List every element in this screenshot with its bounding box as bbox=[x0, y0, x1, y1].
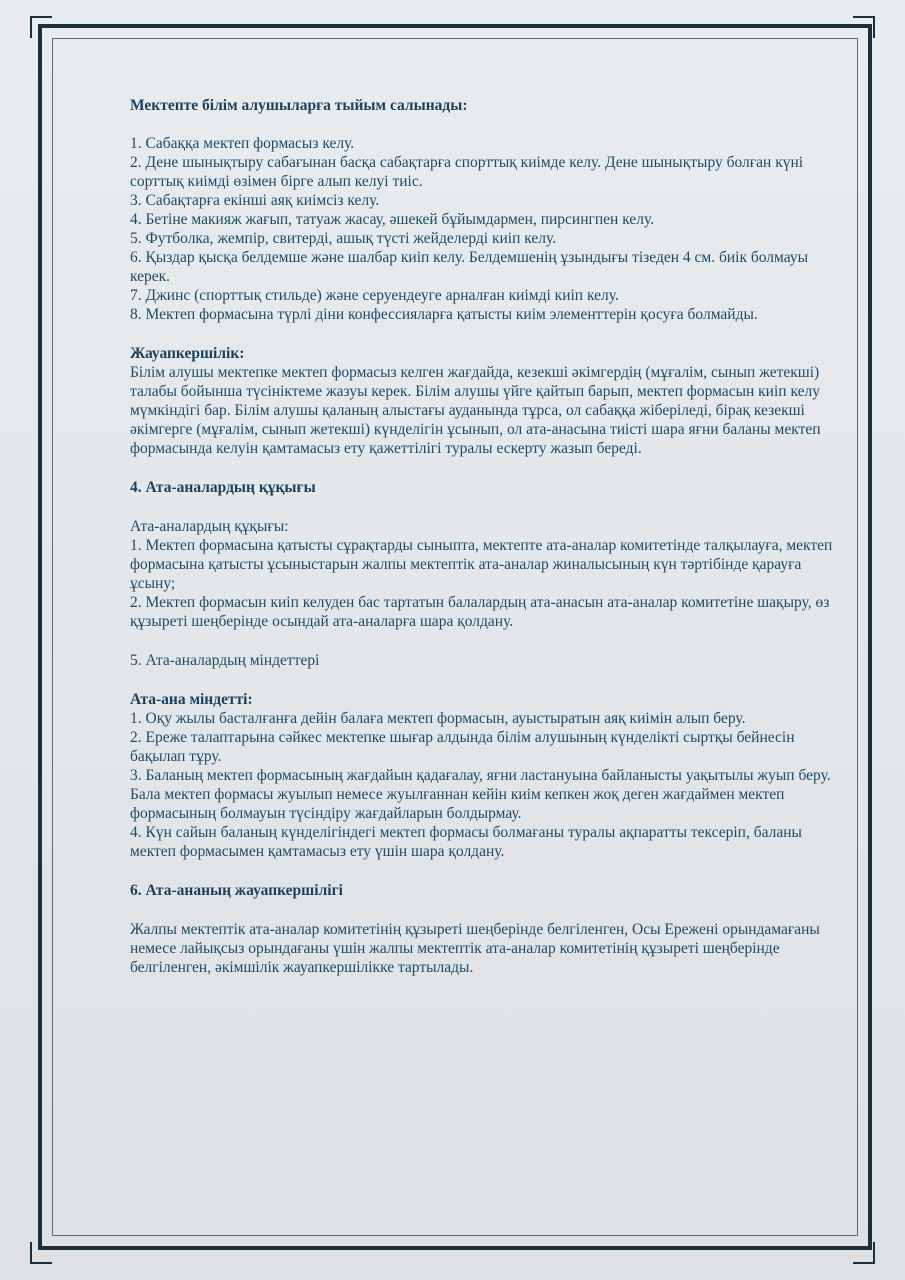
section5-item: 4. Күн сайын баланың күнделігіндегі мектеп формасы болмағаны туралы ақпаратты тексеріп, баланы мектеп формасымен қамтамасыз ету үшін шара қолдану. bbox=[130, 824, 802, 860]
section5-item: 3. Баланың мектеп формасының жағдайын қадағалау, яғни ластануына байланысты уақытылы жуып беру. Бала мектеп формасы жуылып немесе жуылғаннан кейін киім кепкен жоқ деген жағдаймен мектеп формасының болмауын түсіндіру жағдайларын болдырмау. bbox=[130, 767, 831, 822]
prohibited-item: 5. Футболка, жемпір, свитерді, ашық түсті жейделерді киіп келу. bbox=[130, 230, 557, 247]
section4-heading: 4. Ата-аналардың құқығы bbox=[130, 479, 316, 496]
prohibited-item: 3. Сабақтарға екінші аяқ киімсіз келу. bbox=[130, 192, 380, 209]
corner-ornament-top-right bbox=[853, 16, 875, 38]
prohibited-item: 8. Мектеп формасына түрлі діни конфессияларға қатысты киім элементтерін қосуға болмайды. bbox=[130, 306, 758, 323]
corner-ornament-bottom-left bbox=[30, 1242, 52, 1264]
section4-subheading: Ата-аналардың құқығы: bbox=[130, 518, 289, 535]
section6-text: Жалпы мектептік ата-аналар комитетінің құзыреті шеңберінде белгіленген, Осы Ережені орындамағаны немесе лайықсыз орындағаны үшін жалпы мектептік ата-аналар комитетінің құзыреті шеңберінде белгіленген, әкімшілік жауапкершілікке тартылады. bbox=[130, 921, 820, 976]
prohibited-item: 4. Бетіне макияж жағып, татуаж жасау, әшекей бұйымдармен, пирсингпен келу. bbox=[130, 211, 655, 228]
prohibited-heading: Мектепте білім алушыларға тыйым салынады: bbox=[130, 97, 468, 114]
section4-item: 2. Мектеп формасын киіп келуден бас тартатын балалардың ата-анасын ата-аналар комитетіне шақыру, өз құзыреті шеңберінде осындай ата-аналарға шара қолдану. bbox=[130, 594, 830, 630]
responsibility-heading: Жауапкершілік: bbox=[130, 345, 245, 362]
document-body bbox=[130, 96, 850, 977]
section5-heading: 5. Ата-аналардың міндеттері bbox=[130, 652, 320, 669]
prohibited-item: 2. Дене шынықтыру сабағынан басқа сабақтарға спорттық киімде келу. Дене шынықтыру болған күні сорттық киімді өзімен бірге алып келуі тиіс. bbox=[130, 154, 804, 190]
prohibited-item: 6. Қыздар қысқа белдемше және шалбар киіп келу. Белдемшенің ұзындығы тізеден 4 см. биік болмауы керек. bbox=[130, 249, 808, 285]
responsibility-text: Білім алушы мектепке мектеп формасыз келген жағдайда, кезекші әкімгердің (мұғалім, сынып жетекші) талабы бойынша түсініктеме жазуы керек. Білім алушы үйге қайтып барып, мектеп формасын киіп келу мүмкіндігі бар. Білім алушы қаланың алыстағы ауданында тұрса, ол сабаққа жіберіледі, бірақ кезекші әкімгерге (мұғалім, сынып жетекші) күнделігін ұсынып, ол ата-анасына тиісті шара яғни баланы мектеп формасында келуін қамтамасыз ету қажеттілігі туралы ескерту жазып береді. bbox=[130, 364, 821, 457]
section5-item: 1. Оқу жылы басталғанға дейін балаға мектеп формасын, ауыстыратын аяқ киімін алып беру. bbox=[130, 710, 746, 727]
section4-item: 1. Мектеп формасына қатысты сұрақтарды сыныпта, мектепте ата-аналар комитетінде талқылауға, мектеп формасына қатысты ұсыныстарын жалпы мектептік ата-аналар жиналысының күн тәртібінде қарауға ұсыну; bbox=[130, 537, 833, 592]
section6-heading: 6. Ата-ананың жауапкершілігі bbox=[130, 882, 343, 899]
section5-subheading: Ата-ана міндетті: bbox=[130, 691, 253, 708]
prohibited-item: 1. Сабаққа мектеп формасыз келу. bbox=[130, 135, 355, 152]
section5-item: 2. Ереже талаптарына сәйкес мектепке шығар алдында білім алушының күнделікті сыртқы бейнесін бақылап тұру. bbox=[130, 729, 795, 765]
corner-ornament-top-left bbox=[30, 16, 52, 38]
corner-ornament-bottom-right bbox=[853, 1242, 875, 1264]
prohibited-item: 7. Джинс (спорттық стильде) және серуендеуге арналған киімді киіп келу. bbox=[130, 287, 619, 304]
